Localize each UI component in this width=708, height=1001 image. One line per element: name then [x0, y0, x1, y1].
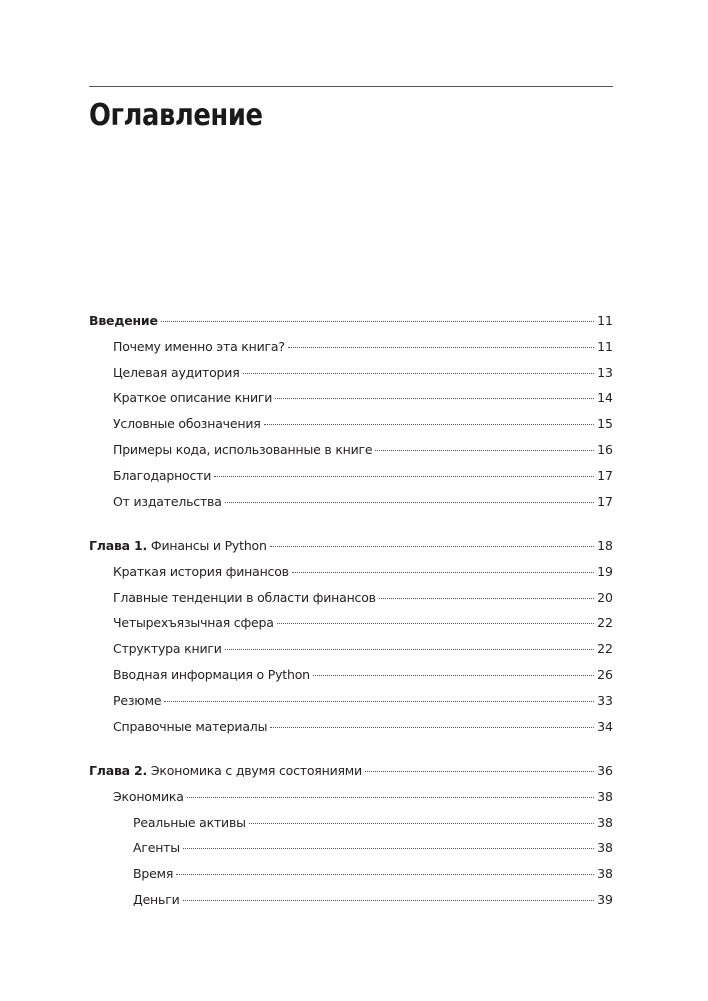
toc-entry[interactable]: [89, 585, 613, 611]
toc-entry-title: Реальные активы: [133, 814, 246, 830]
toc-page-number: 38: [597, 840, 613, 856]
toc-entry-title: Резюме: [113, 692, 162, 708]
dot-leader: [375, 450, 594, 451]
dot-leader: [249, 823, 594, 824]
dot-leader: [243, 373, 595, 374]
chapter-prefix: Глава 1.: [89, 537, 148, 553]
toc-entry[interactable]: [89, 489, 613, 515]
toc-entry-title: Введение: [89, 313, 158, 328]
toc-page-number: 20: [597, 589, 613, 605]
toc-entry-introduction[interactable]: [89, 308, 613, 334]
dot-leader: [225, 649, 594, 650]
page-title: Оглавление: [89, 98, 263, 133]
toc-entry-title: Экономика: [113, 788, 184, 804]
toc-page-number: 17: [597, 493, 613, 509]
dot-leader: [264, 424, 595, 425]
dot-leader: [275, 398, 594, 399]
toc-page-number: 11: [597, 338, 613, 354]
toc-entry-chapter-1[interactable]: [89, 533, 613, 559]
toc-page-number: 13: [597, 364, 613, 380]
toc-page-number: 34: [597, 718, 613, 734]
dot-leader: [183, 848, 594, 849]
toc-entry-title: Благодарности: [113, 467, 212, 483]
toc-page-number: 17: [597, 467, 613, 483]
toc-entry[interactable]: [89, 662, 613, 688]
toc-entry[interactable]: [89, 861, 613, 887]
toc-page-number: 38: [597, 788, 613, 804]
toc-entry-title: Примеры кода, использованные в книге: [113, 441, 373, 457]
top-rule: [89, 86, 613, 87]
dot-leader: [365, 771, 594, 772]
toc-entry-title: Финансы и Python: [150, 537, 267, 553]
dot-leader: [187, 797, 594, 798]
toc-page-number: 15: [597, 416, 613, 432]
toc-entry[interactable]: [89, 810, 613, 836]
toc-page-number: 22: [597, 641, 613, 657]
dot-leader: [379, 598, 594, 599]
toc-entry[interactable]: [89, 610, 613, 636]
toc-entry-title: Почему именно эта книга?: [113, 338, 285, 354]
toc-page-number: 39: [597, 891, 613, 907]
dot-leader: [270, 546, 594, 547]
toc-entry-title: Четырехъязычная сфера: [113, 615, 274, 631]
toc-page-number: 14: [597, 390, 613, 406]
chapter-prefix: Глава 2.: [89, 762, 148, 778]
toc-entry[interactable]: [89, 835, 613, 861]
toc-entry[interactable]: [89, 360, 613, 386]
toc-entry[interactable]: [89, 437, 613, 463]
dot-leader: [288, 347, 594, 348]
toc-entry[interactable]: [89, 559, 613, 585]
toc-entry-title: Краткая история финансов: [113, 563, 289, 579]
toc-entry-title: Условные обозначения: [113, 416, 261, 432]
toc-page-number: 18: [597, 537, 613, 553]
toc-entry-title: От издательства: [113, 493, 222, 509]
toc-page-number: 11: [597, 313, 613, 328]
toc-entry-title: Справочные материалы: [113, 718, 268, 734]
dot-leader: [161, 321, 594, 322]
toc-entry[interactable]: [89, 887, 613, 913]
toc-entry[interactable]: [89, 334, 613, 360]
dot-leader: [313, 675, 594, 676]
toc-entry[interactable]: [89, 714, 613, 740]
table-of-contents: [89, 308, 613, 913]
dot-leader: [270, 727, 594, 728]
toc-entry-title: Деньги: [133, 891, 180, 907]
toc-page-number: 38: [597, 866, 613, 882]
toc-entry-title: Время: [133, 866, 174, 882]
toc-entry-title: Структура книги: [113, 641, 222, 657]
dot-leader: [277, 623, 594, 624]
toc-page-number: 16: [597, 441, 613, 457]
toc-entry-title: Агенты: [133, 840, 180, 856]
toc-entry[interactable]: [89, 411, 613, 437]
toc-entry[interactable]: [89, 688, 613, 714]
toc-entry-title: Экономика с двумя состояниями: [150, 762, 362, 778]
toc-page-number: 36: [597, 762, 613, 778]
toc-page-number: 22: [597, 615, 613, 631]
dot-leader: [164, 701, 594, 702]
dot-leader: [225, 502, 594, 503]
toc-entry[interactable]: [89, 463, 613, 489]
toc-page-number: 33: [597, 692, 613, 708]
toc-entry-title: Краткое описание книги: [113, 390, 273, 406]
toc-page-number: 38: [597, 814, 613, 830]
toc-page-number: 19: [597, 563, 613, 579]
toc-entry-title: Целевая аудитория: [113, 364, 240, 380]
toc-entry-title: Главные тенденции в области финансов: [113, 589, 376, 605]
toc-entry-chapter-2[interactable]: [89, 758, 613, 784]
toc-page-number: 26: [597, 666, 613, 682]
dot-leader: [176, 874, 594, 875]
toc-entry[interactable]: [89, 636, 613, 662]
toc-entry-title: Вводная информация о Python: [113, 666, 310, 682]
dot-leader: [183, 900, 595, 901]
toc-entry[interactable]: [89, 385, 613, 411]
dot-leader: [292, 572, 594, 573]
toc-entry[interactable]: [89, 784, 613, 810]
dot-leader: [214, 476, 594, 477]
